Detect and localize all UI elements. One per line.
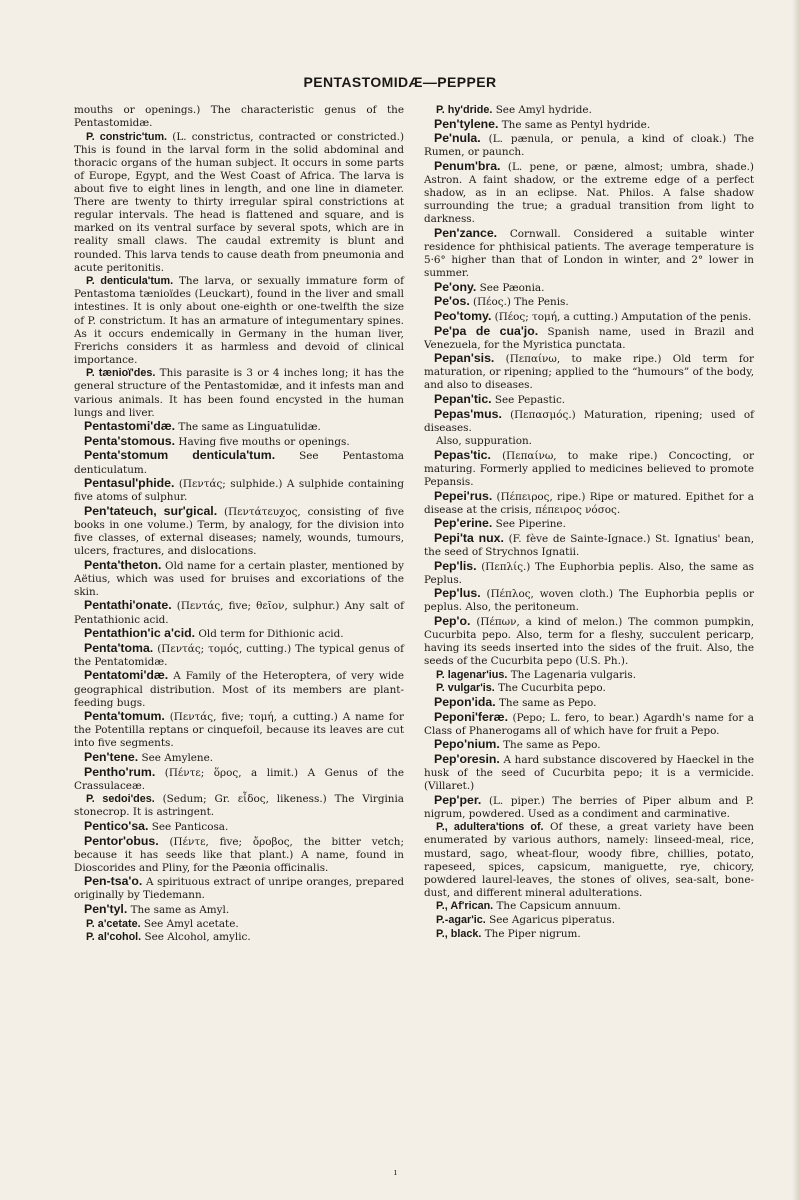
- entry-definition: (Πεντάτευχος, consisting of five books in one volume.) Term, by analogy, for the division into five classes, of external diseases; namely, wounds, tumours, ulcers, fractures, and dislocations.: [74, 505, 404, 558]
- dictionary-entry: [424, 914, 754, 927]
- entry-definition: A spirituous extract of unripe oranges, prepared originally by Tiedemann.: [74, 876, 404, 902]
- page-header: PENTASTOMIDÆ—PEPPER: [303, 74, 497, 90]
- entry-definition: (Πεπαίνω, to make ripe.) Concocting, or maturing. Formerly applied to medicines believed to promote Pepansis.: [424, 449, 754, 489]
- dictionary-entry: [74, 367, 404, 419]
- entry-definition: (Pepo; L. fero, to bear.) Agardh's name for a Class of Phanerogams all of which have for fruit a Pepo.: [424, 711, 755, 737]
- entry-headword: P. al'cohol.: [86, 931, 142, 944]
- entry-definition: (Πέπλος, woven cloth.) The Euphorbia peplis or peplus. Also, the peritoneum.: [424, 588, 754, 614]
- entry-definition: (Πέος; τομή, a cutting.) Amputation of the penis.: [494, 310, 752, 323]
- entry-definition: The larva, or sexually immature form of Pentastoma tænioïdes (Leuckart), found in the liver and small intestines. It is only about one-eighth or one-twelfth the size of P. constrictum. It has an armature of integumentary spines. As it occurs endemically in Germany in the human liver, Frerichs considers it as harmless and devoid of clinical importance.: [74, 275, 405, 366]
- entry-headword: P. denticula'tum.: [86, 275, 174, 288]
- entry-headword: P. sedoi'des.: [86, 793, 155, 806]
- entry-headword: Penum'bra.: [434, 158, 501, 173]
- entry-definition: The Lagenaria vulgaris.: [510, 668, 637, 681]
- entry-definition: (Πεντάς, five; θεῖον, sulphur.) Any salt of Pentathionic acid.: [74, 600, 404, 626]
- dictionary-entry: [74, 642, 404, 669]
- entry-headword: Pe'nula.: [434, 131, 481, 146]
- entry-headword: Pep'o.: [434, 613, 471, 628]
- entry-definition: The Capsicum annuum.: [496, 900, 621, 913]
- entry-definition: (Πέντε, five; ὄροβος, the bitter vetch; because it has seeds like that plant.) A name, found in Dioscorides and Pliny, for the Pæonia officinalis.: [74, 835, 404, 874]
- entry-definition: The Piper nigrum.: [484, 927, 581, 940]
- entry-definition: mouths or openings.) The characteristic genus of the Pentastomidæ.: [74, 104, 404, 130]
- entry-definition: A Family of the Heteroptera, of very wide geographical distribution. Most of its members are plant-feeding bugs.: [74, 670, 405, 709]
- dictionary-entry: [424, 393, 754, 407]
- dictionary-entry: [74, 599, 404, 626]
- dictionary-entry: [74, 751, 404, 765]
- dictionary-entry: [74, 627, 404, 641]
- entry-headword: Pepan'sis.: [434, 351, 495, 366]
- entry-headword: Pentor'obus.: [84, 833, 159, 848]
- dictionary-entry: [74, 435, 404, 449]
- entry-definition: (Sedum; Gr. εἶδος, likeness.) The Virginia stonecrop. It is astringent.: [74, 793, 404, 819]
- entry-headword: Pe'ony.: [434, 279, 477, 294]
- entry-headword: Peponi'feræ.: [434, 709, 508, 724]
- dictionary-entry: [74, 104, 404, 130]
- entry-headword: Penta'theton.: [84, 557, 162, 572]
- dictionary-entry: [424, 738, 754, 752]
- entry-definition: See Pæonia.: [479, 281, 545, 294]
- dictionary-entry: [424, 310, 754, 324]
- dictionary-entry: [424, 295, 754, 309]
- entry-definition: See Amyl acetate.: [143, 917, 239, 930]
- entry-headword: Penta'tomum.: [84, 709, 165, 724]
- entry-headword: Pepan'tic.: [434, 391, 492, 406]
- entry-definition: See Pentastoma denticulatum.: [74, 450, 404, 476]
- entry-definition: (Πεντάς; τομός, cutting.) The typical genus of the Pentatomidæ.: [74, 642, 404, 668]
- entry-headword: P. a'cetate.: [86, 917, 141, 930]
- entry-headword: Pentastomi'dæ.: [84, 419, 176, 434]
- page-edge-shadow: [792, 0, 800, 1200]
- dictionary-entry: [74, 835, 404, 875]
- entry-definition: The same as Pentyl hydride.: [501, 118, 651, 131]
- entry-headword: P. lagenar'ius.: [436, 668, 508, 681]
- dictionary-entry: [424, 118, 754, 132]
- entry-definition: Cornwall. Considered a suitable winter residence for phthisical patients. The average temperature is 5·6° higher than that of London in winter, and 2° lower in summer.: [424, 227, 754, 280]
- dictionary-entry: [74, 820, 404, 834]
- entry-definition: (Πέπων, a kind of melon.) The common pumpkin, Cucurbita pepo. Also, term for a fleshy, succulent pericarp, having its seeds inserted into the sides of the fruit. Also, the seeds of the Cucurbita pepo (U.S. Ph.).: [424, 615, 754, 668]
- entry-headword: Pep'per.: [434, 792, 482, 807]
- dictionary-entry: [424, 281, 754, 295]
- entry-headword: Pe'pa de cua'jo.: [434, 323, 539, 338]
- entry-definition: The same as Linguatulidæ.: [178, 421, 321, 434]
- dictionary-entry: [424, 352, 754, 392]
- dictionary-entry: [424, 104, 754, 117]
- entry-definition: A hard substance discovered by Haeckel in the husk of the seed of Cucurbita pepo; it is a vermicide. (Villaret.): [424, 753, 754, 793]
- dictionary-entry: [424, 408, 754, 435]
- dictionary-entry: [424, 615, 754, 668]
- entry-headword: Penta'stomous.: [84, 433, 176, 448]
- entry-headword: Pen'tene.: [84, 750, 139, 764]
- dictionary-entry: [424, 160, 754, 226]
- dictionary-entry: [424, 753, 754, 793]
- dictionary-entry: [424, 928, 754, 941]
- entry-definition: Old term for Dithionic acid.: [198, 628, 344, 641]
- entry-definition: Of these, a great variety have been enumerated by various authors, namely: linseed-meal, rice, mustard, sago, wheat-flour, woody fibre, chillies, potato, rapeseed, spices, capsicum, maniguette, rye, chicory, powdered laurel-leaves, the stones of olives, sea-salt, bone-dust, and different mineral adulterations.: [424, 821, 754, 899]
- entry-definition: (Πεπασμός.) Maturation, ripening; used of diseases.: [424, 408, 754, 434]
- entry-headword: Pen'zance.: [434, 225, 498, 240]
- dictionary-entry: [74, 710, 404, 750]
- dictionary-entry: [74, 918, 404, 931]
- entry-headword: Pepon'ida.: [434, 695, 496, 710]
- dictionary-entry: [74, 931, 404, 944]
- left-column: [74, 104, 404, 945]
- entry-headword: Pepi'ta nux.: [434, 530, 504, 545]
- entry-definition: The Cucurbita pepo.: [498, 682, 606, 695]
- dictionary-entry: [74, 275, 404, 367]
- entry-definition: (Πεπαίνω, to make ripe.) Old term for maturation, or ripening; applied to the “humours” of the body, and also to diseases.: [424, 353, 754, 392]
- dictionary-entry: [74, 131, 404, 275]
- entry-definition: (Πεπλίς.) The Euphorbia peplis. Also, the same as Peplus.: [424, 560, 754, 586]
- entry-headword: Pentho'rum.: [84, 764, 156, 779]
- entry-headword: Pep'lis.: [434, 558, 477, 573]
- dictionary-entry: [424, 490, 754, 517]
- entry-definition: (L. constrictus, contracted or constricted.) This is found in the larval form in the solid abdominal and thoracic organs of the human subject. It occurs in some parts of Europe, Egypt, and the West Coast of Africa. The larva is about five to eight lines in length, and one line in diameter. There are twenty to thirty irregular spiral constrictions at regular intervals. The head is flattened and square, and is marked on its ventral surface by several spots, which are in reality small claws. The caudal extremity is blunt and rounded. This larva tends to cause death from pneumonia and acute peritonitis.: [74, 130, 405, 274]
- entry-headword: Pentathion'ic a'cid.: [84, 626, 196, 641]
- entry-headword: Pentasul'phide.: [84, 476, 175, 491]
- dictionary-entry: [424, 794, 754, 821]
- entry-headword: Pepas'mus.: [434, 406, 502, 421]
- entry-headword: P. hy'dride.: [436, 104, 493, 116]
- dictionary-entry: [74, 477, 404, 504]
- entry-definition: (Πέντε; ὅρος, a limit.) A Genus of the Crassulaceæ.: [74, 766, 404, 792]
- dictionary-entry: [424, 435, 754, 448]
- entry-headword: Pep'lus.: [434, 586, 481, 601]
- dictionary-entry: [424, 669, 754, 682]
- entry-definition: See Pepastic.: [494, 393, 566, 406]
- dictionary-entry: [424, 821, 754, 900]
- dictionary-entry: [424, 449, 754, 489]
- entry-headword: P.-agar'ic.: [436, 914, 486, 927]
- entry-headword: Pepo'nium.: [434, 737, 500, 752]
- entry-headword: Pep'erine.: [434, 516, 493, 531]
- entry-definition: See Agaricus piperatus.: [489, 914, 616, 927]
- entry-headword: Pen-tsa'o.: [84, 874, 143, 889]
- dictionary-entry: [424, 587, 754, 614]
- dictionary-entry: [74, 875, 404, 902]
- dictionary-entry: [424, 227, 754, 280]
- dictionary-entry: [424, 900, 754, 913]
- entry-headword: Penta'toma.: [84, 640, 154, 655]
- entry-headword: Pentatomi'dæ.: [84, 668, 169, 683]
- entry-headword: P., Af'rican.: [436, 900, 494, 913]
- entry-headword: Penta'stomum denticula'tum.: [84, 448, 276, 463]
- entry-headword: Pentathi'onate.: [84, 598, 172, 613]
- entry-definition: (L. piper.) The berries of Piper album and P. nigrum, powdered. Used as a condiment and carminative.: [424, 794, 754, 820]
- entry-headword: P. constric'tum.: [86, 130, 168, 143]
- dictionary-entry: [424, 132, 754, 159]
- dictionary-entry: [74, 903, 404, 917]
- entry-definition: See Piperine.: [495, 518, 566, 531]
- entry-definition: (F. fève de Sainte-Ignace.) St. Ignatius' bean, the seed of Strychnos Ignatii.: [424, 532, 755, 558]
- dictionary-entry: [74, 559, 404, 599]
- entry-definition: (Πέπειρος, ripe.) Ripe or matured. Epithet for a disease at the crisis, πέπειρος νόσος.: [424, 490, 754, 516]
- dictionary-entry: [74, 505, 404, 558]
- dictionary-entry: [424, 325, 754, 352]
- dictionary-entry: [74, 420, 404, 434]
- entry-definition: (Πεντάς; sulphide.) A sulphide containing five atoms of sulphur.: [74, 478, 404, 504]
- right-column: [424, 104, 754, 941]
- entry-definition: The same as Pepo.: [499, 697, 597, 710]
- entry-headword: Pentico'sa.: [84, 818, 149, 833]
- entry-headword: Pe'os.: [434, 294, 470, 309]
- dictionary-entry: [74, 449, 404, 476]
- entry-definition: See Amylene.: [141, 752, 214, 764]
- entry-definition: See Panticosa.: [151, 820, 229, 833]
- entry-definition: This parasite is 3 or 4 inches long; it has the general structure of the Pentastomidæ, and it infests man and various animals. It has been found encysted in the human lungs and liver.: [74, 367, 405, 419]
- entry-definition: Also, suppuration.: [436, 435, 532, 448]
- entry-definition: The same as Pepo.: [503, 739, 601, 752]
- entry-definition: (Πεντάς, five; τομή, a cutting.) A name for the Potentilla reptans or cinquefoil, because its leaves are cut into five segments.: [74, 711, 404, 750]
- entry-definition: (L. pene, or pæne, almost; umbra, shade.) Astron. A faint shadow, or the extreme edge of a perfect shadow, as in an eclipse. Nat. Philos. A false shadow surrounding the true; a gradual transition from light to darkness.: [424, 160, 754, 226]
- dictionary-entry: [424, 711, 754, 738]
- entry-definition: See Amyl hydride.: [495, 104, 592, 116]
- entry-headword: Pepas'tic.: [434, 447, 491, 462]
- dictionary-entry: [424, 532, 754, 559]
- entry-headword: Peo'tomy.: [434, 308, 492, 323]
- dictionary-entry: [74, 766, 404, 793]
- entry-definition: Having five mouths or openings.: [178, 435, 350, 448]
- entry-headword: Pen'tyl.: [84, 902, 128, 917]
- entry-headword: Pep'oresin.: [434, 751, 500, 766]
- entry-definition: The same as Amyl.: [130, 904, 230, 917]
- entry-definition: (Πέος.) The Penis.: [473, 296, 569, 309]
- dictionary-entry: [424, 560, 754, 587]
- dictionary-entry: [424, 696, 754, 710]
- entry-definition: (L. pænula, or penula, a kind of cloak.) The Rumen, or paunch.: [424, 133, 754, 159]
- entry-headword: Pepei'rus.: [434, 488, 493, 503]
- entry-headword: P. tænioï'des.: [86, 367, 156, 380]
- entry-headword: P., adultera'tions of.: [436, 821, 544, 834]
- entry-definition: Spanish name, used in Brazil and Venezuela, for the Myristica punctata.: [424, 325, 754, 351]
- dictionary-entry: [424, 517, 754, 531]
- footer-mark: ı: [394, 1168, 397, 1178]
- dictionary-entry: [74, 793, 404, 819]
- dictionary-entry: [424, 682, 754, 695]
- entry-headword: Pen'tateuch, sur'gical.: [84, 503, 218, 518]
- entry-headword: P., black.: [436, 927, 482, 940]
- entry-definition: See Alcohol, amylic.: [144, 931, 251, 944]
- entry-headword: Pen'tylene.: [434, 116, 499, 131]
- entry-definition: Old name for a certain plaster, mentioned by Aëtius, which was used for bruises and excoriations of the skin.: [74, 559, 404, 598]
- entry-headword: P. vulgar'is.: [436, 682, 495, 695]
- dictionary-entry: [74, 669, 404, 709]
